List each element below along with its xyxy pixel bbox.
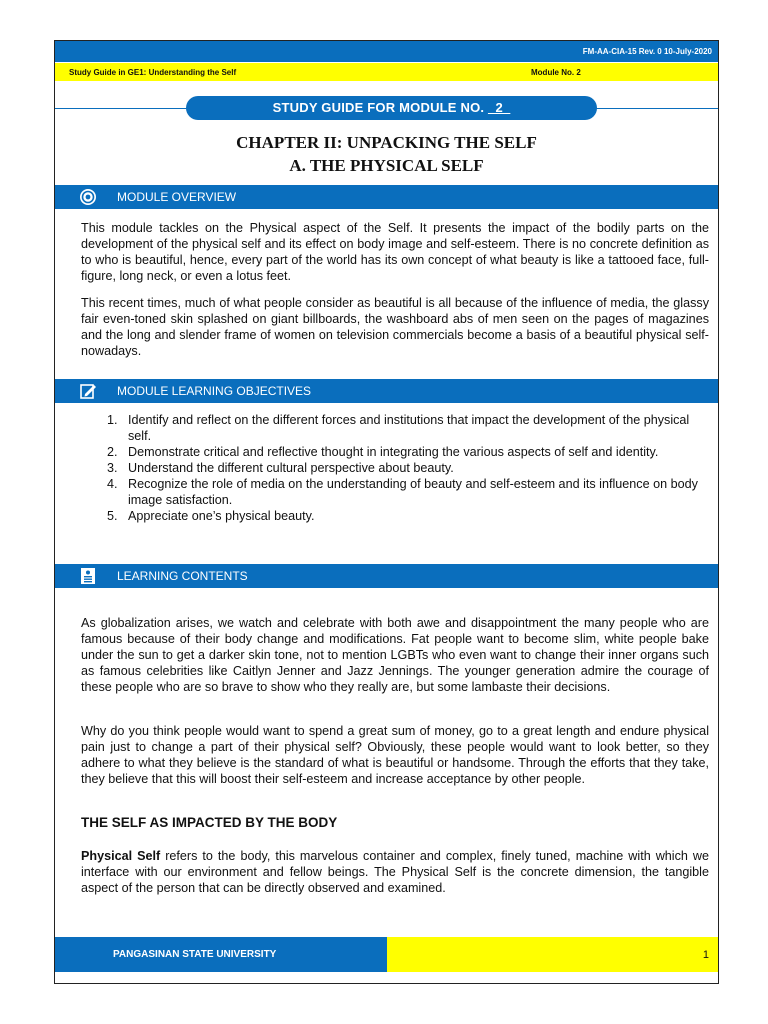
objective-number: 2.	[107, 445, 118, 459]
learning-contents-heading: LEARNING CONTENTS	[117, 569, 248, 583]
footer-page-bar	[387, 937, 718, 972]
study-guide-banner	[186, 96, 597, 120]
definition-term: Physical Self	[81, 849, 161, 863]
objective-item	[107, 412, 707, 444]
chapter-title: CHAPTER II: UNPACKING THE SELF	[236, 133, 537, 152]
section-heading: THE SELF AS IMPACTED BY THE BODY	[81, 815, 338, 830]
pencil-edit-icon	[79, 382, 97, 400]
objectives-list	[107, 412, 707, 524]
target-icon	[79, 188, 97, 206]
document-page	[54, 40, 719, 984]
footer-university-bar	[55, 937, 387, 972]
course-bar	[55, 63, 718, 81]
objective-number: 3.	[107, 461, 118, 475]
definition-text: refers to the body, this marvelous container and complex, finely tuned, machine with which we interface with our environment and fellow beings. The Physical Self is the concrete dimension, the tangible aspect of the person that can be directly observed and examined.	[81, 849, 710, 895]
objective-number: 5.	[107, 509, 118, 523]
module-overview-heading: MODULE OVERVIEW	[117, 190, 237, 204]
objective-item	[107, 508, 707, 524]
module-number: Module No. 2	[531, 68, 581, 77]
objective-item	[107, 444, 707, 460]
objective-item	[107, 460, 707, 476]
contents-paragraph-2: Why do you think people would want to spend a great sum of money, go to a great length and endure physical pain just to change a part of their physical self? Obviously, these people would want to look better, so they adhere to what they believe is the standard of what is beautiful or handsome. Through the efforts that they take, they believe that this will boost their self-esteem and increase acceptance by other people.	[81, 724, 709, 786]
learning-objectives-heading: MODULE LEARNING OBJECTIVES	[117, 384, 312, 398]
study-guide-label: STUDY GUIDE FOR MODULE NO.	[272, 100, 489, 115]
document-icon	[79, 567, 97, 585]
objective-text: Appreciate one’s physical beauty.	[128, 509, 315, 523]
learning-objectives-bar	[55, 379, 718, 403]
module-overview-bar	[55, 185, 718, 209]
course-title: Study Guide in GE1: Understanding the Self	[69, 68, 237, 77]
objective-number: 4.	[107, 477, 118, 491]
objective-text: Identify and reflect on the different forces and institutions that impact the development of the physical self.	[128, 413, 690, 443]
document-code: FM-AA-CIA-15 Rev. 0 10-July-2020	[582, 47, 712, 56]
top-header-bar	[55, 41, 718, 62]
objective-number: 1.	[107, 413, 118, 427]
university-name: PANGASINAN STATE UNIVERSITY	[113, 949, 277, 960]
physical-self-definition	[81, 848, 709, 896]
overview-paragraph-1: This module tackles on the Physical aspect of the Self. It presents the impact of the bodily parts on the development of the physical self and its effect on body image and self-esteem. There is no concrete definition as to who is beautiful, hence, every part of the world has its own concept of what beauty is like a tattooed face, full-figure, long neck, or even a lotus feet.	[81, 221, 709, 283]
overview-paragraph-2: This recent times, much of what people consider as beautiful is all because of the influence of media, the glassy fair even-toned skin splashed on giant billboards, the washboard abs of men seen on the pages of magazines and the long and slender frame of women on television commercials become a basis of a beautiful physical self-nowadays.	[81, 296, 709, 358]
objective-text: Recognize the role of media on the understanding of beauty and self-esteem and its influence on body image satisfaction.	[128, 477, 698, 507]
chapter-subtitle: A. THE PHYSICAL SELF	[289, 156, 484, 175]
objective-text: Understand the different cultural perspective about beauty.	[128, 461, 454, 475]
learning-contents-bar	[55, 564, 718, 588]
objective-text: Demonstrate critical and reflective thought in integrating the various aspects of self and identity.	[128, 445, 659, 459]
objective-item	[107, 476, 707, 508]
study-guide-module-number: _2_	[488, 100, 511, 115]
contents-paragraph-1: As globalization arises, we watch and celebrate with both awe and disappointment the many people who are famous because of their body change and modifications. Fat people want to become slim, white people bake under the sun to get a darker skin tone, not to mention LGBTs who even want to change their inner organs such as famous celebrities like Caitlyn Jenner and Jazz Jennings. The younger generation admire the courage of these people who are so brave to show who they really are, but some lambaste their decisions.	[81, 616, 709, 694]
page-number: 1	[702, 949, 709, 961]
